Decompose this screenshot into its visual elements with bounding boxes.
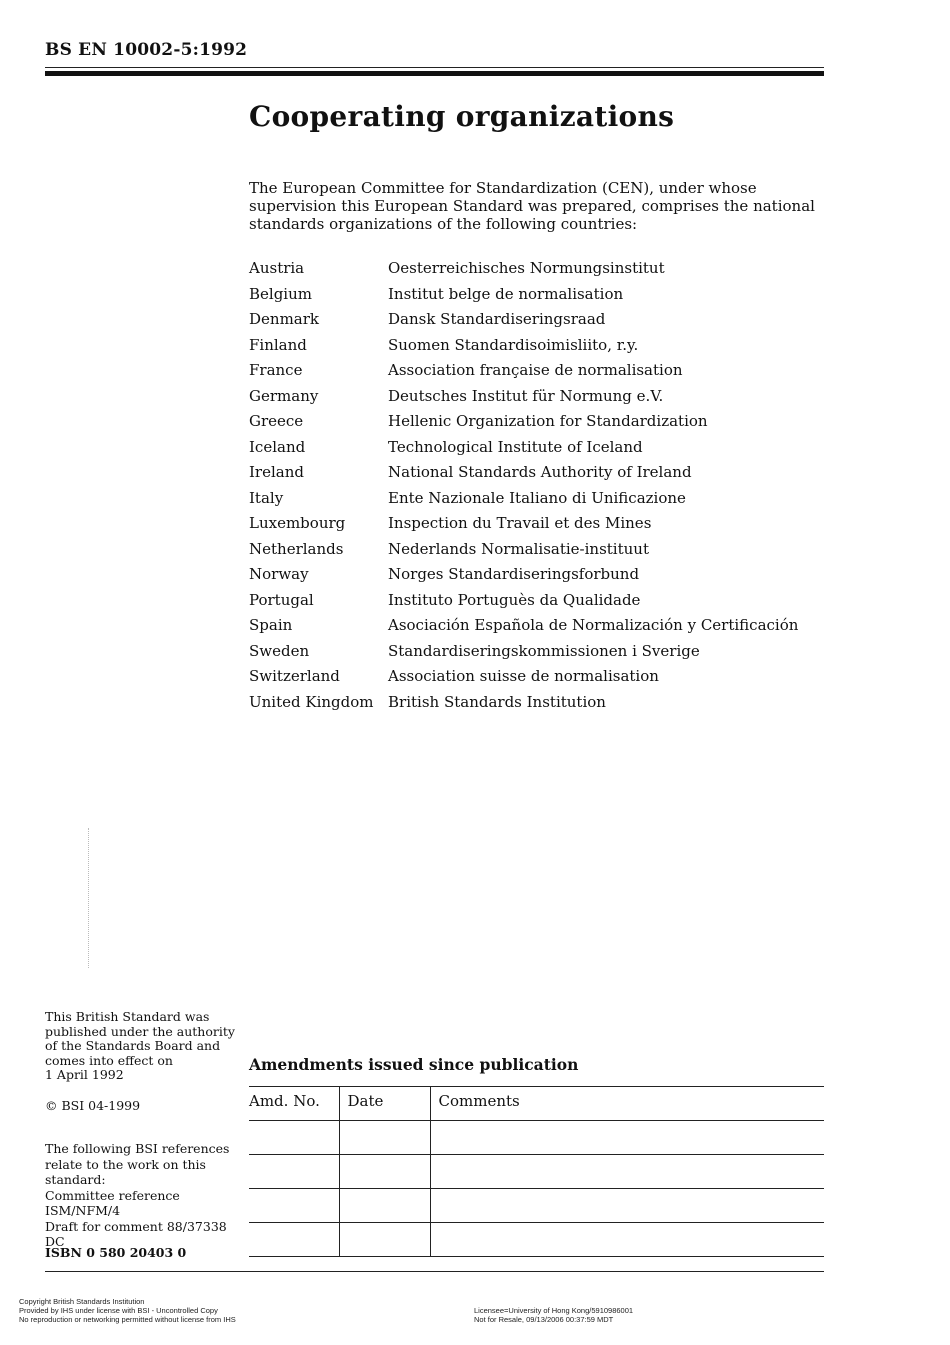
organization-row bbox=[249, 333, 829, 359]
document-id: BS EN 10002-5:1992 bbox=[45, 40, 248, 60]
organization-name: Ente Nazionale Italiano di Unificazione bbox=[388, 488, 686, 507]
organization-country: Austria bbox=[249, 259, 305, 277]
amendment-no-cell bbox=[249, 1189, 339, 1223]
organization-country: United Kingdom bbox=[249, 692, 374, 711]
organization-name: Standardiseringskommissionen i Sverige bbox=[388, 641, 700, 660]
header-rule-thin bbox=[45, 67, 824, 68]
amendment-row bbox=[249, 1223, 824, 1257]
organization-name: Suomen Standardisoimisliito, r.y. bbox=[388, 335, 639, 354]
margin-dotted-mark bbox=[88, 828, 93, 968]
organization-name: Oesterreichisches Normungsinstitut bbox=[388, 259, 665, 277]
organization-row bbox=[249, 435, 829, 461]
reference-line: The following BSI references bbox=[45, 1141, 230, 1156]
amendment-date-cell bbox=[339, 1155, 430, 1189]
organization-name: Association suisse de normalisation bbox=[388, 667, 659, 685]
organization-name: British Standards Institution bbox=[388, 692, 606, 711]
organization-row bbox=[249, 460, 829, 486]
organization-row bbox=[249, 384, 829, 410]
reference-line: Draft for comment 88/37338 DC bbox=[45, 1218, 227, 1249]
amendment-date-cell bbox=[339, 1121, 430, 1155]
reference-line: relate to the work on this bbox=[45, 1156, 206, 1172]
amendment-comments-cell bbox=[430, 1121, 824, 1155]
amendment-comments-cell bbox=[430, 1155, 824, 1189]
column-header-comments: Comments bbox=[430, 1087, 824, 1121]
organization-row bbox=[249, 537, 829, 563]
footer-rule bbox=[45, 1271, 824, 1272]
organization-row bbox=[249, 562, 829, 588]
organization-name: Technological Institute of Iceland bbox=[388, 437, 643, 456]
amendments-title: Amendments issued since publication bbox=[249, 1055, 579, 1074]
amendment-comments-cell bbox=[430, 1189, 824, 1223]
organization-row bbox=[249, 690, 829, 716]
amendment-date-cell bbox=[339, 1223, 430, 1257]
footer-line: Provided by IHS under license with BSI - Uncontrolled Copy bbox=[19, 1306, 218, 1315]
publication-line: 1 April 1992 bbox=[45, 1067, 124, 1083]
organization-country: Finland bbox=[249, 335, 307, 354]
amendment-row bbox=[249, 1155, 824, 1189]
amendment-row bbox=[249, 1121, 824, 1155]
organization-country: Norway bbox=[249, 565, 309, 583]
column-header-date: Date bbox=[339, 1087, 430, 1121]
organization-country: France bbox=[249, 361, 303, 379]
publication-note bbox=[45, 1010, 245, 1083]
organization-row bbox=[249, 409, 829, 435]
footer-license-notice bbox=[474, 1306, 633, 1324]
footer-copyright-notice bbox=[19, 1297, 236, 1324]
organization-country: Netherlands bbox=[249, 539, 344, 558]
organization-country: Portugal bbox=[249, 590, 314, 609]
amendment-no-cell bbox=[249, 1155, 339, 1189]
publication-line: comes into effect on bbox=[45, 1052, 173, 1068]
amendment-date-cell bbox=[339, 1189, 430, 1223]
organization-country: Iceland bbox=[249, 437, 306, 456]
organization-name: National Standards Authority of Ireland bbox=[388, 463, 692, 481]
amendment-no-cell bbox=[249, 1121, 339, 1155]
reference-line: standard: bbox=[45, 1172, 106, 1187]
organization-name: Norges Standardiseringsforbund bbox=[388, 565, 640, 583]
organization-row bbox=[249, 511, 829, 537]
page-title: Cooperating organizations bbox=[249, 100, 675, 133]
organization-row bbox=[249, 256, 829, 282]
organization-name: Deutsches Institut für Normung e.V. bbox=[388, 386, 664, 405]
organization-country: Switzerland bbox=[249, 667, 340, 685]
intro-paragraph: The European Committee for Standardization (CEN), under whose supervision this European Standard was prepared, comprises the national standards organizations of the following countries: bbox=[249, 179, 815, 233]
organization-name: Inspection du Travail et des Mines bbox=[388, 514, 652, 532]
organization-row bbox=[249, 486, 829, 512]
organization-name: Dansk Standardiseringsraad bbox=[388, 310, 606, 328]
organization-name: Asociación Española de Normalización y Certificación bbox=[388, 616, 799, 634]
organization-row bbox=[249, 664, 829, 690]
footer-line: Licensee=University of Hong Kong/5910986001 bbox=[474, 1306, 634, 1315]
amendments-body bbox=[249, 1121, 824, 1257]
organization-name: Hellenic Organization for Standardization bbox=[388, 412, 708, 430]
reference-line: Committee reference ISM/NFM/4 bbox=[45, 1187, 180, 1218]
column-header-amd-no: Amd. No. bbox=[249, 1087, 339, 1121]
organization-country: Germany bbox=[249, 386, 319, 405]
header-rule-thick bbox=[45, 71, 824, 76]
organization-row bbox=[249, 588, 829, 614]
organization-country: Ireland bbox=[249, 463, 304, 481]
organization-country: Belgium bbox=[249, 284, 312, 303]
organization-country: Spain bbox=[249, 616, 293, 634]
publication-line: of the Standards Board and bbox=[45, 1038, 221, 1054]
publication-line: published under the authority bbox=[45, 1023, 235, 1039]
organization-row bbox=[249, 307, 829, 333]
organization-country: Denmark bbox=[249, 310, 319, 328]
organization-name: Instituto Portuguès da Qualidade bbox=[388, 590, 641, 609]
organization-row bbox=[249, 358, 829, 384]
isbn: ISBN 0 580 20403 0 bbox=[45, 1245, 187, 1260]
footer-line: No reproduction or networking permitted without license from IHS bbox=[19, 1315, 236, 1324]
bsi-references bbox=[45, 1141, 250, 1250]
organization-row bbox=[249, 639, 829, 665]
organization-country: Sweden bbox=[249, 641, 310, 660]
organizations-list bbox=[249, 256, 829, 715]
organization-name: Institut belge de normalisation bbox=[388, 284, 624, 303]
amendment-comments-cell bbox=[430, 1223, 824, 1257]
footer-line: Not for Resale, 09/13/2006 00:37:59 MDT bbox=[474, 1315, 614, 1324]
publication-line: This British Standard was bbox=[45, 1009, 210, 1024]
organization-row bbox=[249, 613, 829, 639]
organization-country: Luxembourg bbox=[249, 514, 346, 532]
amendments-table bbox=[249, 1086, 824, 1257]
amendment-row bbox=[249, 1189, 824, 1223]
bsi-copyright: © BSI 04-1999 bbox=[45, 1098, 141, 1113]
organization-name: Nederlands Normalisatie-instituut bbox=[388, 539, 649, 558]
amendments-header-row bbox=[249, 1087, 824, 1121]
footer-line: Copyright British Standards Institution bbox=[19, 1297, 145, 1306]
amendment-no-cell bbox=[249, 1223, 339, 1257]
organization-row bbox=[249, 282, 829, 308]
organization-country: Greece bbox=[249, 412, 304, 430]
organization-country: Italy bbox=[249, 488, 284, 507]
organization-name: Association française de normalisation bbox=[388, 361, 683, 379]
